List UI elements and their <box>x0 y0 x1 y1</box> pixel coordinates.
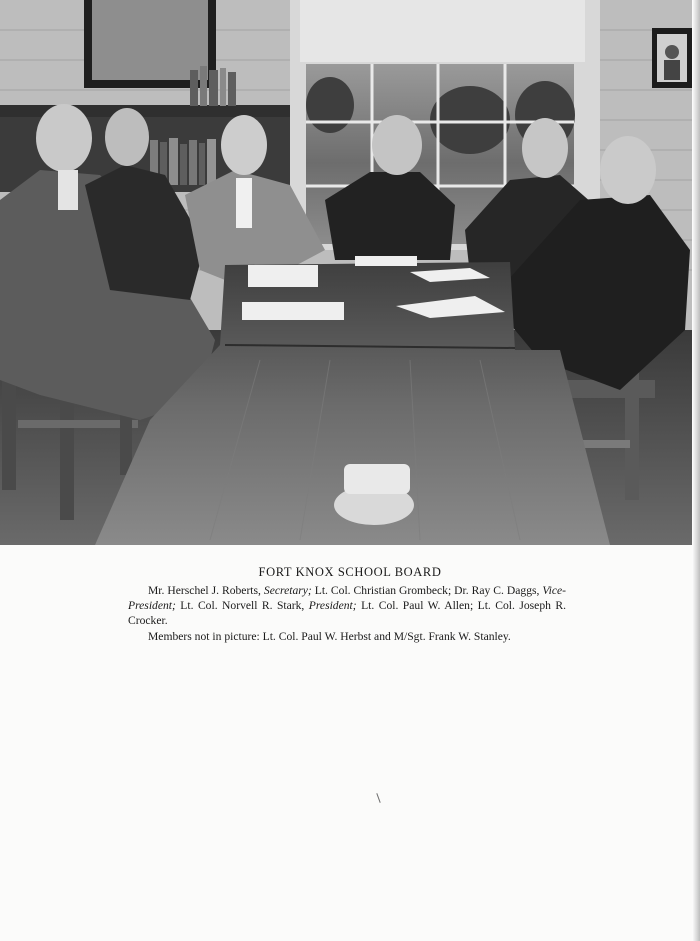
members-line <box>128 583 566 629</box>
members-text-1: Mr. Herschel J. Roberts, <box>148 584 264 597</box>
ashtray <box>334 464 414 525</box>
title-secretary: Secretary; <box>263 584 312 597</box>
members-text-2: Lt. Col. Christian Grombeck; Dr. Ray C. Daggs, <box>311 584 543 597</box>
title-president: President; <box>308 599 357 613</box>
page-edge <box>692 0 700 941</box>
portrait-frame <box>652 28 692 88</box>
title-vice-president: Vice-President; <box>128 584 566 613</box>
paper-speck <box>376 793 380 803</box>
members-text-3: Lt. Col. Norvell R. Stark, <box>175 599 309 613</box>
caption-body <box>128 583 566 644</box>
caption-title: FORT KNOX SCHOOL BOARD <box>258 565 442 579</box>
absent-members-line: Members not in picture: Lt. Col. Paul W. Herbst and M/Sgt. Frank W. Stanley. <box>148 629 511 643</box>
members-text-4: Lt. Col. Paul W. Allen; Lt. Col. Joseph R. Crocker. <box>128 599 566 628</box>
